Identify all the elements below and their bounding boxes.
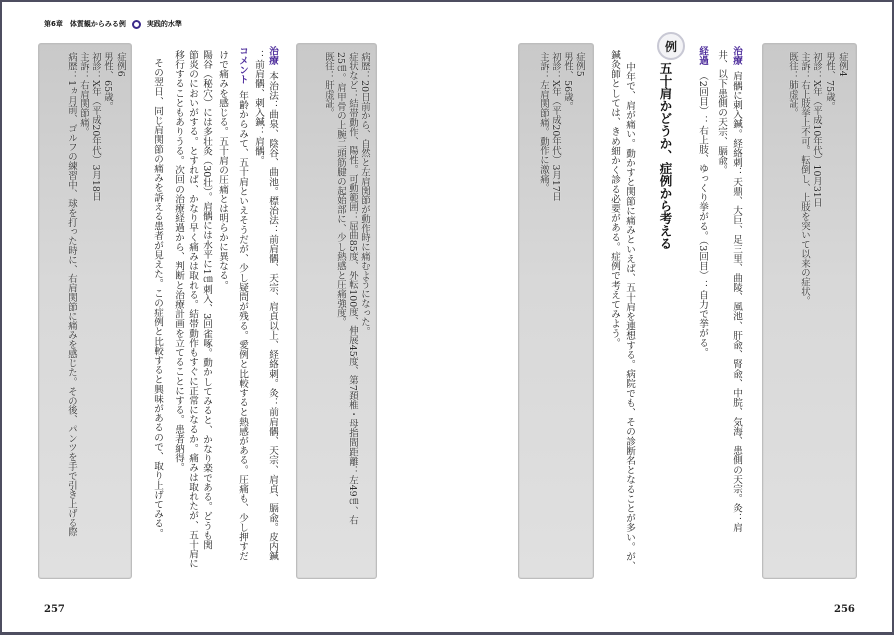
running-header [44, 19, 182, 29]
treatment-text: 肩髃に刺入鍼。経絡刺：天鼎、大巨、足三里、曲陵、風池、肝兪、腎兪、中脘、気海、患側の天宗。灸：肩 [731, 71, 742, 533]
comment-label: コメント [237, 46, 248, 85]
body-paragraph: 鍼灸師としては、きめ細かく診る必要がある。症例で考えてみよう。 [609, 50, 620, 348]
treatment-text: 本治法：曲泉、陰谷、曲池。標治法：前肩髃、天宗、肩貞以上、経絡刺。灸：前肩髃、天宗、肩貞、膈兪。皮内鍼 [267, 71, 278, 561]
treatment-paragraph [731, 46, 742, 532]
case6-box [38, 43, 132, 579]
case6-line: 病歴：1ヵ月前、ゴルフの練習中、球を打った時に、右肩関節に痛みを感じた。その後、パンツを手で引き上げる際 [66, 52, 77, 537]
section-heading: 五十肩かどうか、症例から考える [658, 62, 673, 250]
case5-line: 男性、56歳。 [562, 52, 573, 111]
page-number: 256 [834, 604, 855, 615]
case4-line: 初診：X年（平成10年代）10月31日 [811, 52, 822, 208]
page-number: 257 [44, 604, 65, 615]
case5-line: 初診：X年（平成20年代）3月17日 [550, 52, 561, 202]
case5-line: 症状など：結帯動作、陽性。可動範囲：屈曲85度、外転100度、伸展45度、第7頚椎・母指間距離：左49㎝、右 [347, 52, 358, 525]
chapter-title: 第6章 体質観からみる例 [44, 20, 126, 28]
comment-text: 年齢からみて、五十肩といえそうだが、少し疑問が残る。愛例と比較すると熱感がある。圧痛も、少し押すだ [237, 90, 248, 561]
section-title: 実践的水準 [146, 20, 182, 28]
case6-line: 男性、65歳。 [102, 52, 113, 111]
case5-box [518, 43, 594, 579]
case4-line: 男性、75歳。 [824, 52, 835, 111]
case4-line: 既往：肺虚証。 [787, 52, 798, 118]
progress-paragraph [697, 46, 708, 357]
progress-text: （2回目）：右上肢、ゆっくり挙がる。（3回目）：自力で挙がる。 [697, 71, 708, 358]
case6-line: 主訴：右肩関節痛。 [78, 52, 89, 137]
case5-continued-box [296, 43, 377, 579]
example-badge: 例 [657, 32, 685, 60]
treatment-label: 治療 [731, 46, 742, 66]
body-paragraph: その翌日、同じ肩関節の痛みを訴える患者が見えた。この症例と比較すると興味があるので、取り上げてみる。 [152, 58, 163, 538]
case5-line: 25㎝。肩甲骨の上腕二頭筋腱の起始部に、少し熱感と圧痛強度。 [335, 52, 346, 327]
case5-line: 主訴：左肩関節痛。動作に激痛。 [538, 52, 549, 193]
case4-box [762, 43, 857, 579]
treatment-continuation: ：前肩髃、刺入鍼：肩髃。 [253, 50, 264, 166]
body-paragraph: 陽谷（秘穴）には多壮灸（30壮）。肩髃には水平に1㎝刺入、3回雀啄。動かしてみると、かなり楽である。どうも関 [201, 50, 212, 550]
comment-continuation: けで痛みを感じる。五十肩の圧痛とは明らかに異なる。 [217, 50, 228, 290]
bullet-icon [132, 20, 141, 29]
comment-paragraph [237, 46, 248, 561]
treatment-label: 治療 [267, 46, 278, 66]
case4-line: 主訴：右上肢挙上不可。転倒し、上肢を突いて以来の症状。 [799, 52, 810, 306]
case6-line: 症例6 [115, 52, 126, 77]
progress-label: 経過 [697, 46, 708, 66]
case4-line: 症例4 [837, 52, 848, 77]
body-paragraph: 中年で、肩が痛い。動かすと関節に痛みといえば、五十肩を連想する。病院でも、その診断名となることが多い。が、 [624, 62, 635, 571]
case5-line: 既往：肝虚証。 [323, 52, 334, 118]
case5-line: 病歴：20日前から、自然と左肩関節が動作時に痛むようになった。 [359, 52, 370, 337]
case6-line: 初診：X年（平成20年代）3月18日 [90, 52, 101, 202]
body-paragraph: 節炎のにおいがする。とすれば、かなり早く痛みは取れる。結帯動作もすぐに正常になるか。痛みは取れたが、五十肩に [187, 50, 198, 569]
case5-line: 症例5 [574, 52, 585, 77]
body-paragraph: 移行することもありうる。次回の治療経過から、判断と治療計画を立てることにする。患者納得。 [173, 50, 184, 473]
treatment-paragraph [267, 46, 278, 561]
treatment-continuation: 井、以下患側の天宗、膈兪。 [716, 50, 727, 175]
